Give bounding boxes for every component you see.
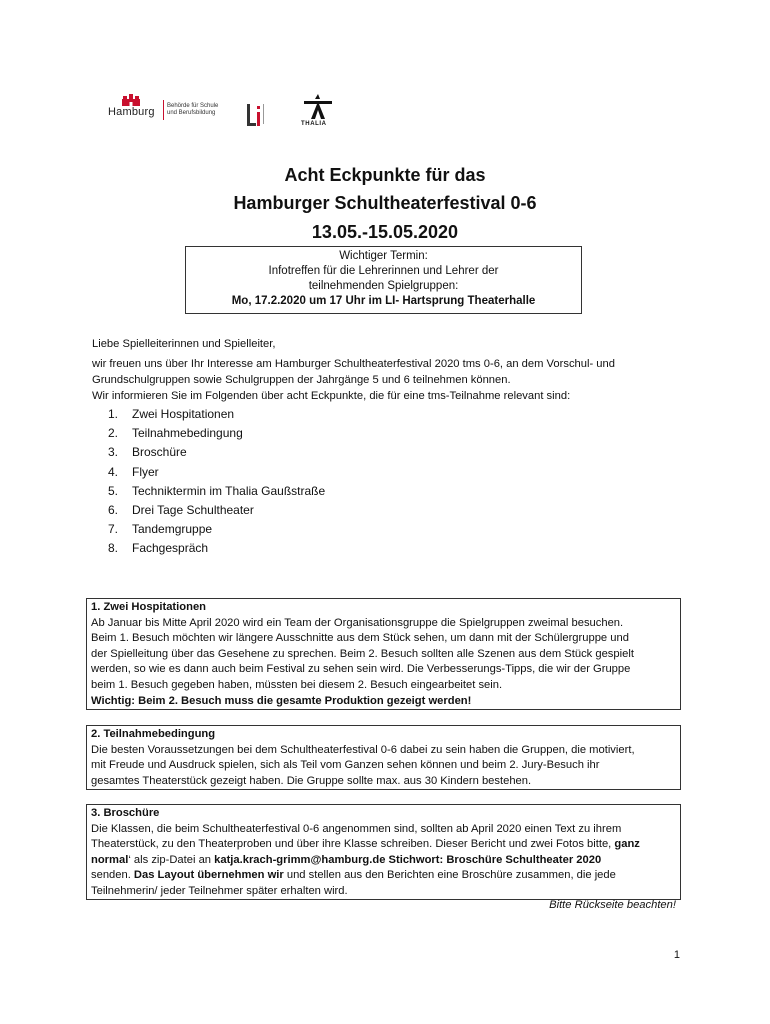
important-date-box <box>185 246 582 314</box>
title-line-2: Hamburger Schultheaterfestival 0-6 <box>233 193 537 213</box>
section-text: Die Klassen, die beim Schultheaterfestival 0-6 angenommen sind, sollten ab April 2020 einen Text zu ihrem <box>91 822 622 835</box>
thalia-logo <box>300 94 336 130</box>
thalia-label: THALIA <box>301 121 327 127</box>
section-text: Beim 1. Besuch möchten wir längere Ausschnitte aus dem Stück sehen, um dann mit der Schülergruppe und <box>91 632 629 645</box>
greeting: Liebe Spielleiterinnen und Spielleiter, <box>92 338 276 350</box>
department-line-1: Behörde für Schule <box>167 103 219 109</box>
intro-text <box>92 336 692 404</box>
list-item: 4. Flyer <box>108 464 159 479</box>
termin-line-2: Infotreffen für die Lehrerinnen und Lehrer der <box>268 265 499 277</box>
section-important-note: Wichtig: Beim 2. Besuch muss die gesamte Produktion gezeigt werden! <box>91 694 472 707</box>
list-item: 3. Broschüre <box>108 445 187 460</box>
intro-line-2: Grundschulgruppen sowie Schulgruppen der Jahrgänge 5 und 6 teilnehmen können. <box>92 374 511 386</box>
thalia-star-icon <box>300 94 336 122</box>
hamburg-logo <box>106 94 228 122</box>
hamburg-wordmark: Hamburg <box>108 106 155 118</box>
section-text: Teilnehmerin/ jeder Teilnehmer später erhalten wird. <box>91 884 348 897</box>
section-heading: 3. Broschüre <box>91 807 160 819</box>
list-item: 6. Drei Tage Schultheater <box>108 503 254 518</box>
list-item: 1. Zwei Hospitationen <box>108 407 235 421</box>
page-number: 1 <box>673 949 680 961</box>
section-text: Die besten Voraussetzungen bei dem Schultheaterfestival 0-6 dabei zu sein haben die Gruppen, die motiviert, <box>91 743 635 756</box>
intro-line-1: wir freuen uns über Ihr Interesse am Hamburger Schultheaterfestival 2020 tms 0-6, an dem Vorschul- und <box>92 358 615 370</box>
logo-separator <box>163 100 164 120</box>
section-text: gesamtes Theaterstück gezeigt haben. Die Gruppe sollte max. aus 30 Kindern bestehen. <box>91 774 532 787</box>
list-item: 7. Tandemgruppe <box>108 522 213 537</box>
section-heading: 2. Teilnahmebedingung <box>91 728 216 740</box>
section-teilnahmebedingung <box>86 725 681 790</box>
see-back-note: Bitte Rückseite beachten! <box>549 899 676 911</box>
section-text: senden. Das Layout übernehmen wir und stellen aus den Berichten eine Broschüre zusammen, die jede <box>91 869 616 882</box>
section-heading: 1. Zwei Hospitationen <box>91 601 206 613</box>
section-text: mit Freude und Ausdruck spielen, sich als Teil vom Ganzen sehen können und beim 2. Jury-Besuch ihr <box>91 759 600 772</box>
list-item: 2. Teilnahmebedingung <box>108 426 243 441</box>
section-broschuere <box>86 804 681 900</box>
section-text: werden, so wie es dann auch beim Festival zu sehen sein wird. Die Verbesserungs-Tipps, die wir der Gruppe <box>91 663 631 676</box>
section-text: normal‘ als zip-Datei an katja.krach-grimm@hamburg.de Stichwort: Broschüre Schultheater 2020 <box>91 853 602 866</box>
termin-heading: Wichtiger Termin: <box>339 250 428 262</box>
li-logo-icon <box>245 102 267 128</box>
section-text: Ab Januar bis Mitte April 2020 wird ein Team der Organisationsgruppe die Spielgruppen zweimal besuchen. <box>91 616 624 629</box>
key-points-list <box>108 405 325 559</box>
intro-line-3: Wir informieren Sie im Folgenden über acht Eckpunkte, die für eine tms-Teilnahme relevant sind: <box>92 390 571 402</box>
section-text: der Spielleitung über das Gesehene zu sprechen. Beim 2. Besuch sollten alle Szenen aus dem Stück gespielt <box>91 647 634 660</box>
section-text: Theaterstück, zu den Theaterproben und über ihre Klasse schreiben. Dieser Bericht und zwei Fotos bitte, ganz <box>91 838 640 851</box>
hamburg-department <box>167 103 218 117</box>
hamburg-castle-icon <box>120 94 142 106</box>
list-item: 5. Techniktermin im Thalia Gaußstraße <box>108 483 326 498</box>
section-hospitationen <box>86 598 681 710</box>
department-line-2: und Berufsbildung <box>167 110 216 116</box>
title-date: 13.05.-15.05.2020 <box>311 222 459 242</box>
list-item: 8. Fachgespräch <box>108 541 209 556</box>
title-line-1: Acht Eckpunkte für das <box>284 165 486 185</box>
email-address: katja.krach-grimm@hamburg.de Stichwort: Broschüre Schultheater 2020 <box>214 853 602 866</box>
section-text: beim 1. Besuch gegeben haben, müssten bei diesem 2. Besuch eingearbeitet sein. <box>91 678 503 691</box>
termin-line-3: teilnehmenden Spielgruppen: <box>308 280 459 292</box>
termin-datetime: Mo, 17.2.2020 um 17 Uhr im LI- Hartsprung Theaterhalle <box>231 295 536 307</box>
